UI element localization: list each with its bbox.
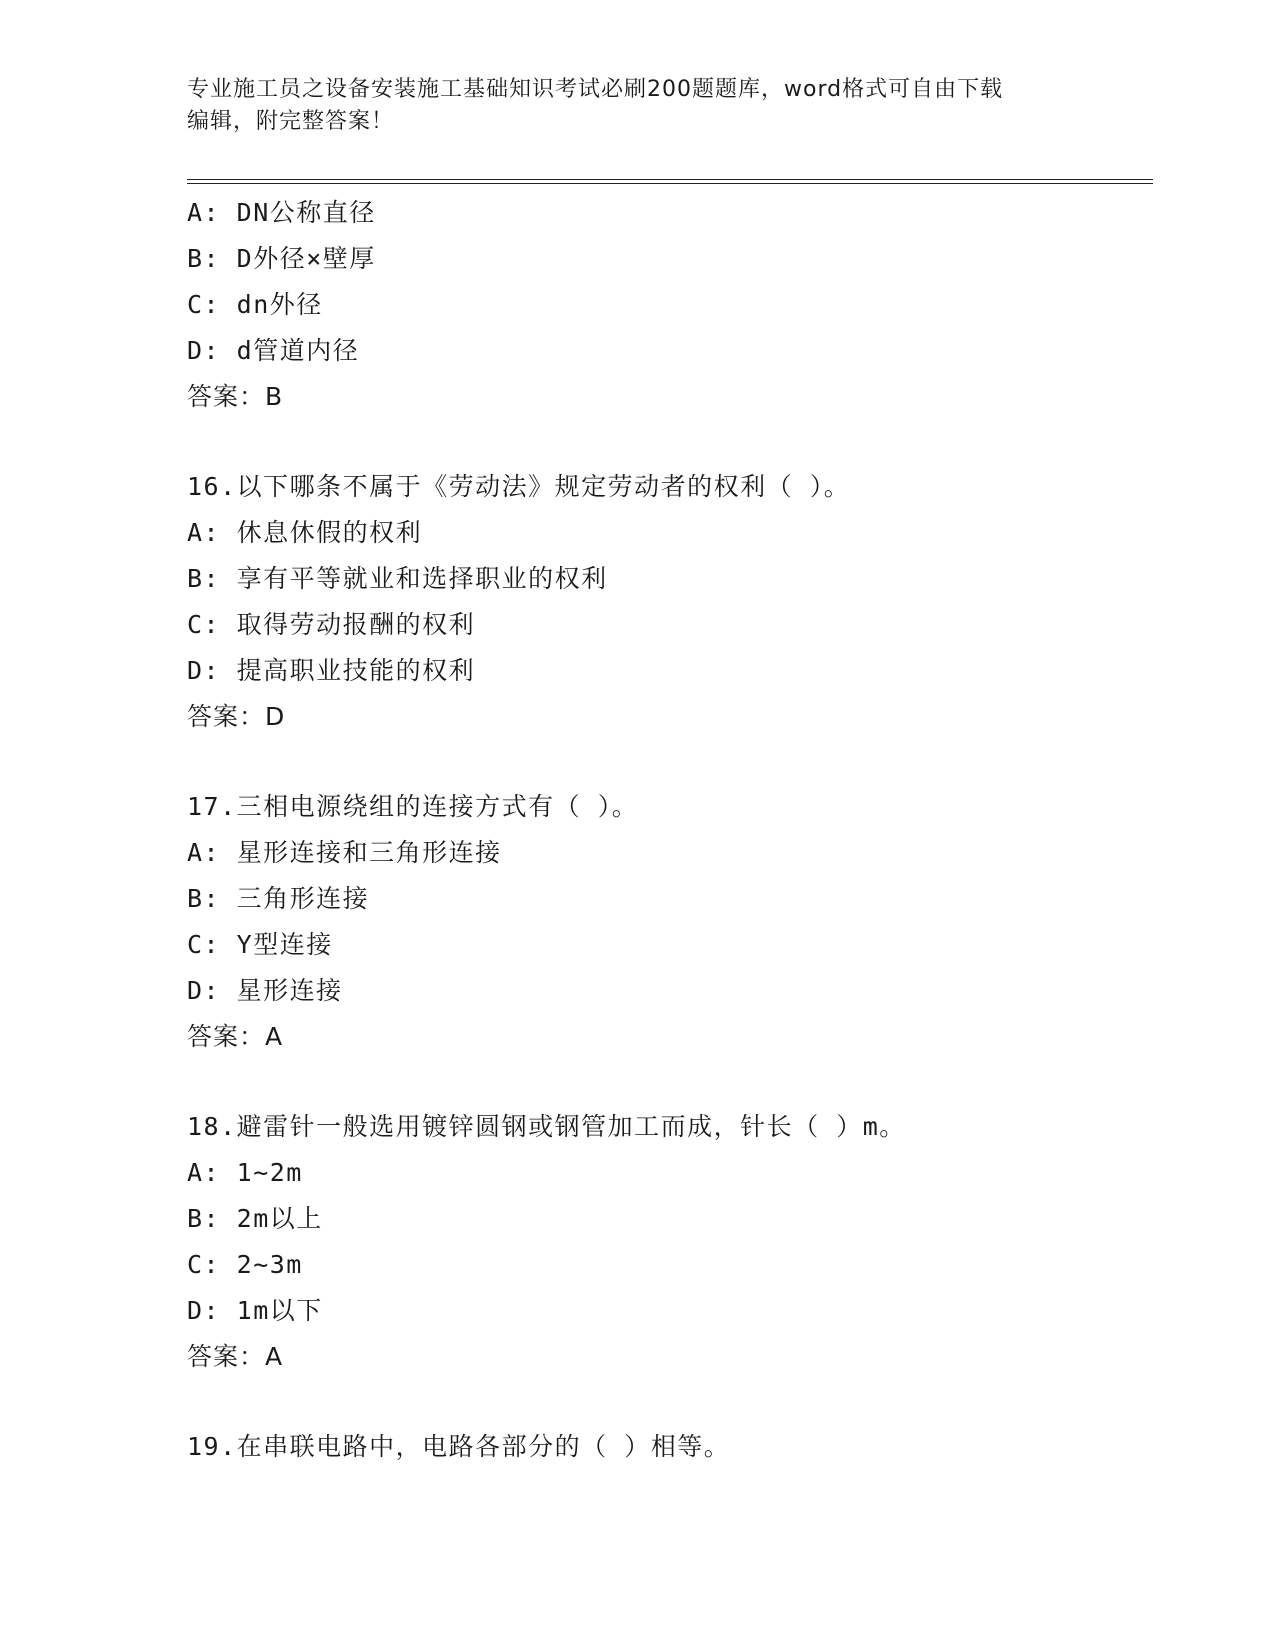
- answer-line: 答案：D: [187, 702, 286, 731]
- option-c: C: 取得劳动报酬的权利: [187, 610, 476, 639]
- question-19: [187, 1424, 1147, 1470]
- question-text: 18.避雷针一般选用镀锌圆钢或钢管加工而成，针长（ ）m。: [187, 1112, 906, 1141]
- header-title-line-2: 编辑，附完整答案！: [187, 109, 395, 134]
- question-15: [187, 190, 1147, 420]
- option-b: B: 2m以上: [187, 1204, 323, 1233]
- question-text: 17.三相电源绕组的连接方式有（ ）。: [187, 792, 639, 821]
- option-d: D: 星形连接: [187, 976, 343, 1005]
- option-a: A: 星形连接和三角形连接: [187, 838, 502, 867]
- question-18: [187, 1104, 1147, 1380]
- header-divider-top: [187, 179, 1153, 180]
- document-header: [187, 74, 1087, 138]
- answer-line: 答案：B: [187, 382, 284, 411]
- question-text: 16.以下哪条不属于《劳动法》规定劳动者的权利（ ）。: [187, 472, 851, 501]
- option-c: C: 2~3m: [187, 1250, 303, 1279]
- question-16: [187, 464, 1147, 740]
- option-a: A: 1~2m: [187, 1158, 303, 1187]
- question-17: [187, 784, 1147, 1060]
- option-b: B: 三角形连接: [187, 884, 370, 913]
- answer-line: 答案：A: [187, 1342, 284, 1371]
- question-text: 19.在串联电路中，电路各部分的（ ）相等。: [187, 1432, 731, 1461]
- option-a: A: DN公称直径: [187, 198, 376, 227]
- option-a: A: 休息休假的权利: [187, 518, 423, 547]
- answer-line: 答案：A: [187, 1022, 284, 1051]
- option-d: D: 1m以下: [187, 1296, 323, 1325]
- option-d: D: d管道内径: [187, 336, 360, 365]
- header-title-line-1: 专业施工员之设备安装施工基础知识考试必刷200题题库，word格式可自由下载: [187, 77, 1004, 102]
- option-c: C: dn外径: [187, 290, 323, 319]
- option-d: D: 提高职业技能的权利: [187, 656, 476, 685]
- option-b: B: 享有平等就业和选择职业的权利: [187, 564, 608, 593]
- question-list: [187, 190, 1147, 1470]
- option-c: C: Y型连接: [187, 930, 333, 959]
- option-b: B: D外径×壁厚: [187, 244, 376, 273]
- header-divider-bottom: [187, 183, 1153, 184]
